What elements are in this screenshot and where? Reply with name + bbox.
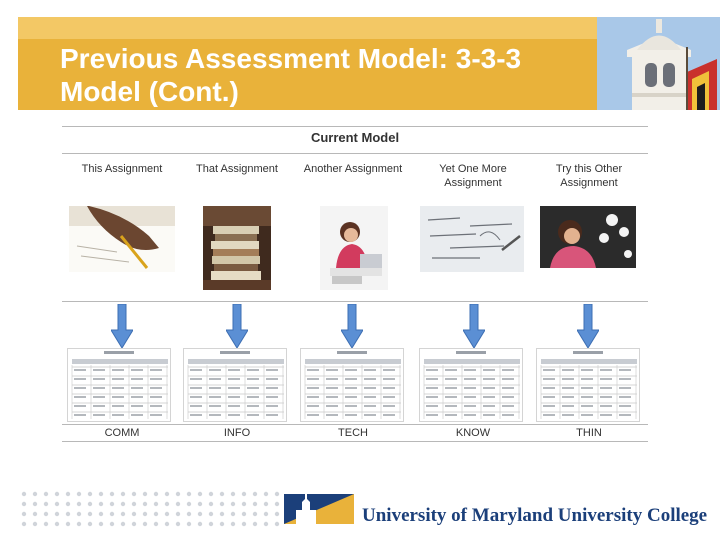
top-rule [62, 126, 648, 127]
decorative-dot [143, 522, 147, 526]
decorative-dot [253, 512, 257, 516]
decorative-dot [220, 492, 224, 496]
decorative-dot [253, 492, 257, 496]
decorative-dot [44, 502, 48, 506]
decorative-dot [165, 522, 169, 526]
decorative-dot [220, 522, 224, 526]
decorative-dot [154, 512, 158, 516]
hand-writing-photo [69, 206, 175, 272]
decorative-dot [99, 502, 103, 506]
decorative-dot [66, 512, 70, 516]
banner-highlight [18, 17, 598, 39]
decorative-dot [253, 522, 257, 526]
decorative-dot [77, 502, 81, 506]
decorative-dot [264, 512, 268, 516]
rubric-table-graphic [537, 349, 640, 422]
decorative-dot [242, 522, 246, 526]
decorative-dot [22, 502, 26, 506]
rubric-table-graphic [184, 349, 287, 422]
current-model-figure [62, 126, 648, 442]
category-label: INFO [223, 427, 251, 439]
decorative-dot [198, 512, 202, 516]
decorative-dot [176, 492, 180, 496]
decorative-dot [209, 492, 213, 496]
math-paper-photo [420, 206, 524, 272]
decorative-dot [33, 512, 37, 516]
decorative-dot [242, 502, 246, 506]
decorative-dot [121, 502, 125, 506]
decorative-dot [88, 512, 92, 516]
decorative-dot [264, 492, 268, 496]
decorative-dot [275, 502, 279, 506]
decorative-dot [253, 502, 257, 506]
decorative-dot [88, 492, 92, 496]
decorative-dot [143, 502, 147, 506]
decorative-dot [165, 502, 169, 506]
decorative-dot [264, 522, 268, 526]
decorative-dot [176, 522, 180, 526]
decorative-dot [187, 512, 191, 516]
assignment-label: That Assignment [196, 163, 278, 175]
decorative-dot [110, 492, 114, 496]
decorative-dot [99, 522, 103, 526]
decorative-dot [220, 512, 224, 516]
decorative-dot [275, 512, 279, 516]
decorative-dot [176, 502, 180, 506]
umuc-logo [280, 488, 358, 530]
rubric-thumbnail [67, 348, 171, 422]
decorative-dot [154, 502, 158, 506]
assignment-label: Try this Other Assignment [555, 163, 623, 189]
category-rule [62, 424, 648, 425]
decorative-dot [33, 492, 37, 496]
category-label: COMM [104, 427, 140, 439]
rubric-table-graphic [68, 349, 171, 422]
decorative-dot [132, 522, 136, 526]
decorative-dot [121, 492, 125, 496]
decorative-dot [275, 522, 279, 526]
assignment-label: Another Assignment [303, 163, 403, 175]
institution-name: University of Maryland University College [362, 505, 708, 526]
decorative-dot [275, 492, 279, 496]
rubric-thumbnail [300, 348, 404, 422]
decorative-dot [66, 492, 70, 496]
decorative-dot [187, 492, 191, 496]
decorative-dot [99, 512, 103, 516]
rubric-table-graphic [420, 349, 523, 422]
decorative-dot [198, 522, 202, 526]
category-label: TECH [338, 427, 368, 439]
decorative-dot [99, 492, 103, 496]
category-label: THIN [576, 427, 602, 439]
decorative-dot [154, 492, 158, 496]
decorative-dot [231, 512, 235, 516]
decorative-dot [44, 522, 48, 526]
assignment-label: This Assignment [81, 163, 163, 175]
decorative-dot [22, 512, 26, 516]
decorative-dot [44, 492, 48, 496]
decorative-dot [110, 502, 114, 506]
middle-rule [62, 301, 648, 302]
decorative-dot [209, 522, 213, 526]
decorative-dot [121, 522, 125, 526]
decorative-dot [22, 522, 26, 526]
assignment-label: Yet One More Assignment [439, 163, 507, 189]
decorative-dot [220, 502, 224, 506]
bottom-rule [62, 441, 648, 442]
down-arrow-icon [226, 304, 248, 348]
decorative-dot [55, 512, 59, 516]
decorative-dot [33, 522, 37, 526]
category-label: KNOW [455, 427, 491, 439]
decorative-dot [88, 522, 92, 526]
decorative-dot [132, 512, 136, 516]
rubric-table-graphic [301, 349, 404, 422]
figure-title: Current Model [310, 130, 400, 145]
book-stack-photo [203, 206, 271, 290]
student-thinking-photo [540, 206, 636, 268]
decorative-dot [55, 522, 59, 526]
down-arrow-icon [463, 304, 485, 348]
down-arrow-icon [111, 304, 133, 348]
decorative-dot [44, 512, 48, 516]
dot-pattern [20, 490, 295, 530]
title-rule [62, 153, 648, 154]
decorative-dot [154, 522, 158, 526]
decorative-dot [132, 492, 136, 496]
decorative-dot [66, 522, 70, 526]
decorative-dot [33, 502, 37, 506]
decorative-dot [165, 492, 169, 496]
decorative-dot [55, 492, 59, 496]
decorative-dot [231, 492, 235, 496]
decorative-dot [110, 512, 114, 516]
rubric-thumbnail [183, 348, 287, 422]
decorative-dot [209, 512, 213, 516]
decorative-dot [264, 502, 268, 506]
decorative-dot [77, 492, 81, 496]
decorative-dot [121, 512, 125, 516]
decorative-dot [132, 502, 136, 506]
decorative-dot [198, 492, 202, 496]
student-laptop-photo [320, 206, 388, 290]
decorative-dot [187, 502, 191, 506]
decorative-dot [66, 502, 70, 506]
decorative-dot [55, 502, 59, 506]
decorative-dot [209, 502, 213, 506]
clock-tower-photo [597, 17, 720, 110]
decorative-dot [176, 512, 180, 516]
decorative-dot [242, 492, 246, 496]
decorative-dot [198, 502, 202, 506]
decorative-dot [22, 492, 26, 496]
decorative-dot [143, 492, 147, 496]
decorative-dot [165, 512, 169, 516]
down-arrow-icon [341, 304, 363, 348]
decorative-dot [88, 502, 92, 506]
slide-title: Previous Assessment Model: 3-3-3 Model (Cont.) [60, 43, 522, 107]
down-arrow-icon [577, 304, 599, 348]
decorative-dot [77, 522, 81, 526]
decorative-dot [242, 512, 246, 516]
decorative-dot [187, 522, 191, 526]
rubric-thumbnail [419, 348, 523, 422]
decorative-dot [231, 522, 235, 526]
decorative-dot [231, 502, 235, 506]
rubric-thumbnail [536, 348, 640, 422]
decorative-dot [77, 512, 81, 516]
decorative-dot [143, 512, 147, 516]
decorative-dot [110, 522, 114, 526]
